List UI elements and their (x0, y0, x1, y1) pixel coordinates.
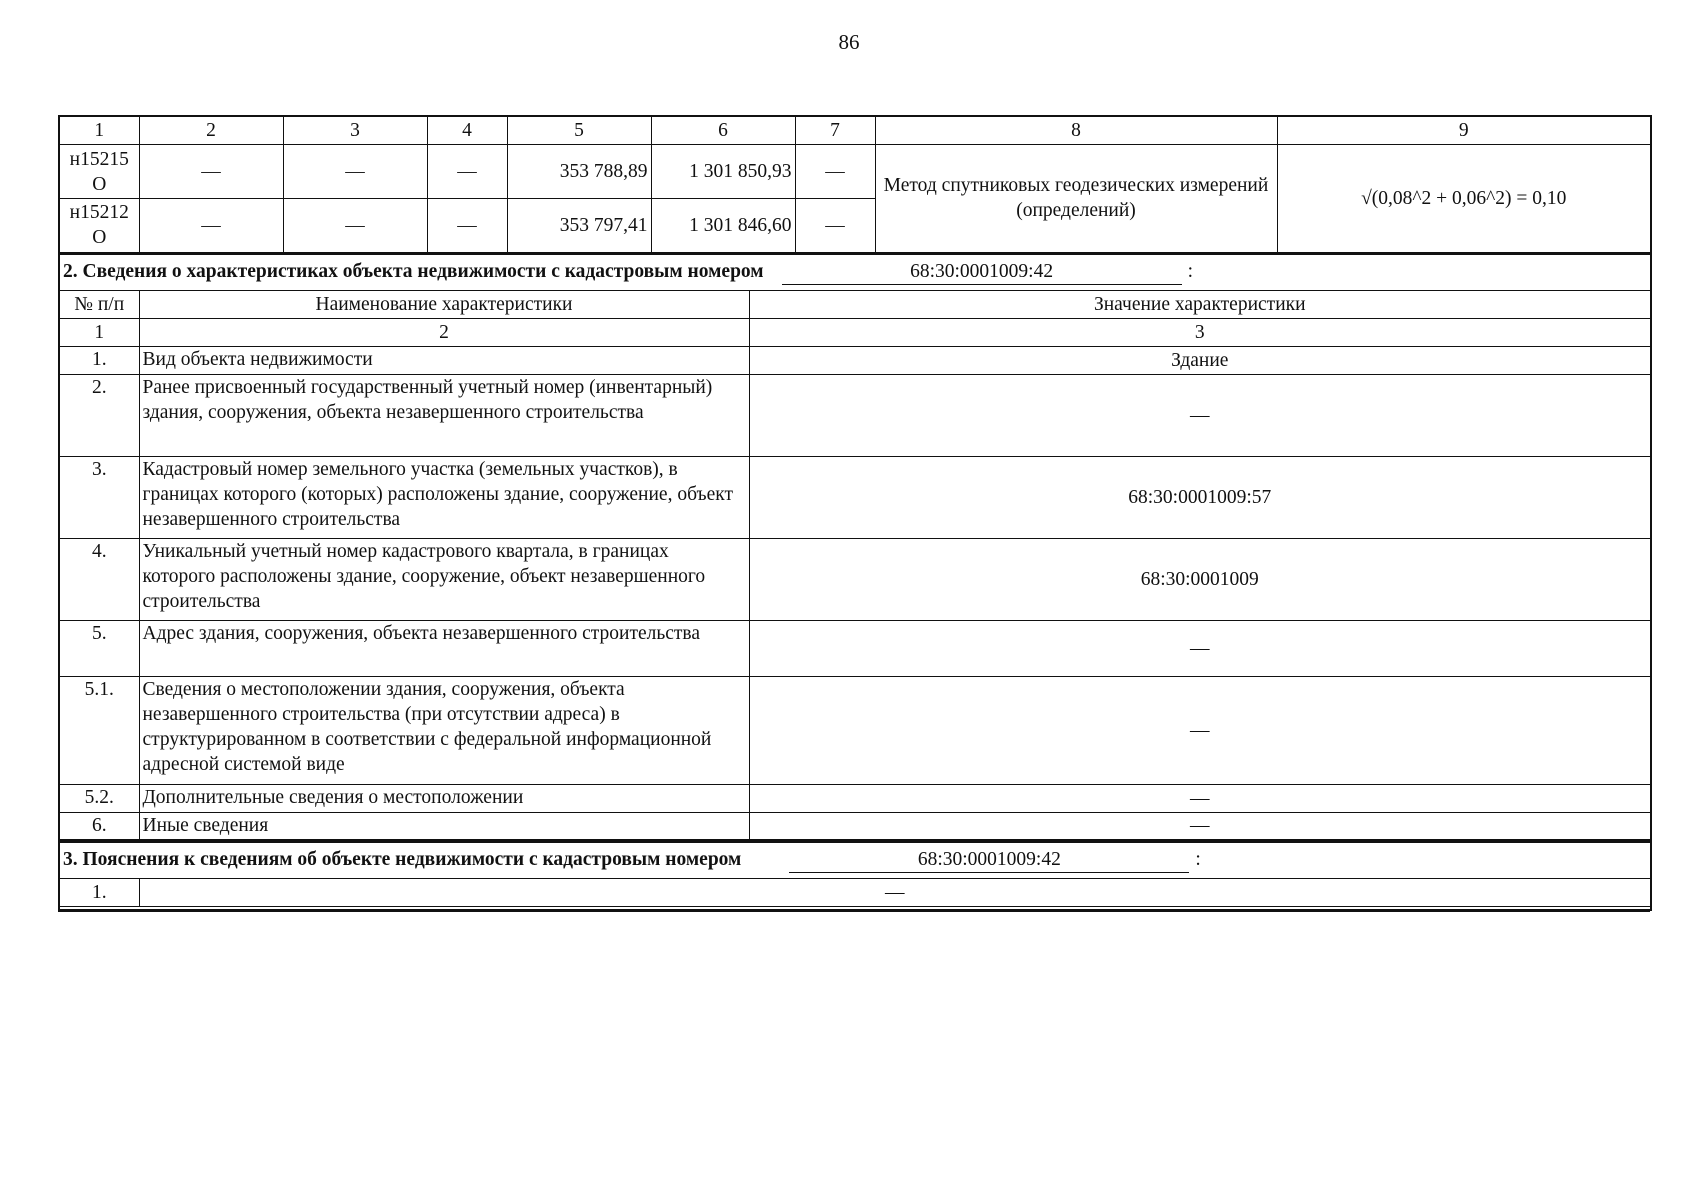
point-row (59, 145, 1651, 199)
explanation-value: — (139, 879, 1651, 907)
point-x: 353 788,89 (507, 145, 651, 199)
characteristic-name: Уникальный учетный номер кадастрового квартала, в границах которого расположены здание, сооружение, объект незавершенного строительства (139, 538, 749, 620)
characteristics-table (58, 254, 1652, 842)
characteristics-header-row (59, 290, 1651, 318)
point-y: 1 301 846,60 (651, 199, 795, 253)
point-name-line1: н15215 (69, 148, 129, 170)
table-row (59, 346, 1651, 374)
row-number: 1. (59, 346, 139, 374)
characteristic-value: — (749, 812, 1651, 840)
points-table (58, 115, 1652, 254)
row-number: 2. (59, 374, 139, 456)
row-number: 5. (59, 620, 139, 676)
section3-title-text: 3. Пояснения к сведениям об объекте недвижимости с кадастровым номером (63, 849, 742, 870)
point-col3: — (283, 145, 427, 199)
row-number: 3. (59, 456, 139, 538)
point-name-line2: О (92, 173, 107, 195)
row-number: 6. (59, 812, 139, 840)
characteristic-name: Ранее присвоенный государственный учетный номер (инвентарный) здания, сооружения, объекта незавершенного строительства (139, 374, 749, 456)
col-header-5: 5 (507, 116, 651, 145)
table-row (59, 456, 1651, 538)
characteristic-name: Адрес здания, сооружения, объекта незавершенного строительства (139, 620, 749, 676)
section3-title (59, 842, 1651, 879)
section2-title (59, 254, 1651, 290)
characteristic-value: 68:30:0001009:57 (749, 456, 1651, 538)
page-number: 86 (838, 30, 860, 54)
col-header-1: 1 (59, 116, 139, 145)
point-col7: — (795, 199, 875, 253)
closing-line (59, 907, 1651, 911)
section2-cadastral-number: 68:30:0001009:42 (782, 260, 1182, 285)
row-number: 5.2. (59, 784, 139, 812)
col-header-2: 2 (139, 116, 283, 145)
table-row (59, 374, 1651, 456)
characteristic-name: Сведения о местоположении здания, сооружения, объекта незавершенного строительства (при отсутствии адреса) в структурированном в соответствии с федеральной информационной адресной системой виде (139, 676, 749, 784)
point-col3: — (283, 199, 427, 253)
table-row (59, 538, 1651, 620)
col-header-3: 3 (283, 116, 427, 145)
row-number: 5.1. (59, 676, 139, 784)
characteristic-name: Вид объекта недвижимости (139, 346, 749, 374)
point-x: 353 797,41 (507, 199, 651, 253)
characteristic-value: — (749, 374, 1651, 456)
col-header-8: 8 (875, 116, 1277, 145)
characteristic-value: Здание (749, 346, 1651, 374)
point-name-line1: н15212 (69, 202, 129, 224)
characteristic-value: — (749, 676, 1651, 784)
col-header-6: 6 (651, 116, 795, 145)
characteristic-value: — (749, 784, 1651, 812)
column-numbers-row (59, 318, 1651, 346)
section3-title-row (59, 842, 1651, 879)
point-y: 1 301 850,93 (651, 145, 795, 199)
point-name (59, 145, 139, 199)
explanations-table (58, 841, 1652, 911)
characteristic-name: Иные сведения (139, 812, 749, 840)
cadastral-document (58, 115, 1650, 912)
table-row (59, 620, 1651, 676)
characteristic-value: — (749, 620, 1651, 676)
characteristic-value: 68:30:0001009 (749, 538, 1651, 620)
row-number: 1. (59, 879, 139, 907)
point-col2: — (139, 145, 283, 199)
section2-title-text: 2. Сведения о характеристиках объекта недвижимости с кадастровым номером (63, 260, 764, 282)
col-header-4: 4 (427, 116, 507, 145)
section2-colon: : (1187, 260, 1194, 282)
table-row (59, 812, 1651, 840)
characteristic-name: Кадастровый номер земельного участка (земельных участков), в границах которого (которых) расположены здание, сооружение, объект незавершенного строительства (139, 456, 749, 538)
point-name (59, 199, 139, 253)
row-number: 4. (59, 538, 139, 620)
col-header-9: 9 (1277, 116, 1651, 145)
header-characteristic-name: Наименование характеристики (139, 290, 749, 318)
header-number: № п/п (59, 290, 139, 318)
point-col4: — (427, 199, 507, 253)
method-cell: Метод спутниковых геодезических измерений (определений) (875, 145, 1277, 253)
table-row (59, 879, 1651, 907)
col-number-2: 2 (139, 318, 749, 346)
table-row (59, 676, 1651, 784)
table-row (59, 784, 1651, 812)
closing-row (59, 907, 1651, 911)
point-col2: — (139, 199, 283, 253)
section3-cadastral-number: 68:30:0001009:42 (789, 848, 1189, 873)
col-number-3: 3 (749, 318, 1651, 346)
point-col4: — (427, 145, 507, 199)
point-name-line2: О (92, 227, 107, 249)
col-header-7: 7 (795, 116, 875, 145)
points-header-row (59, 116, 1651, 145)
section2-title-row (59, 254, 1651, 290)
point-col7: — (795, 145, 875, 199)
section3-colon: : (1195, 849, 1201, 870)
characteristic-name: Дополнительные сведения о местоположении (139, 784, 749, 812)
formula-cell: √(0,08^2 + 0,06^2) = 0,10 (1277, 145, 1651, 253)
header-characteristic-value: Значение характеристики (749, 290, 1651, 318)
col-number-1: 1 (59, 318, 139, 346)
